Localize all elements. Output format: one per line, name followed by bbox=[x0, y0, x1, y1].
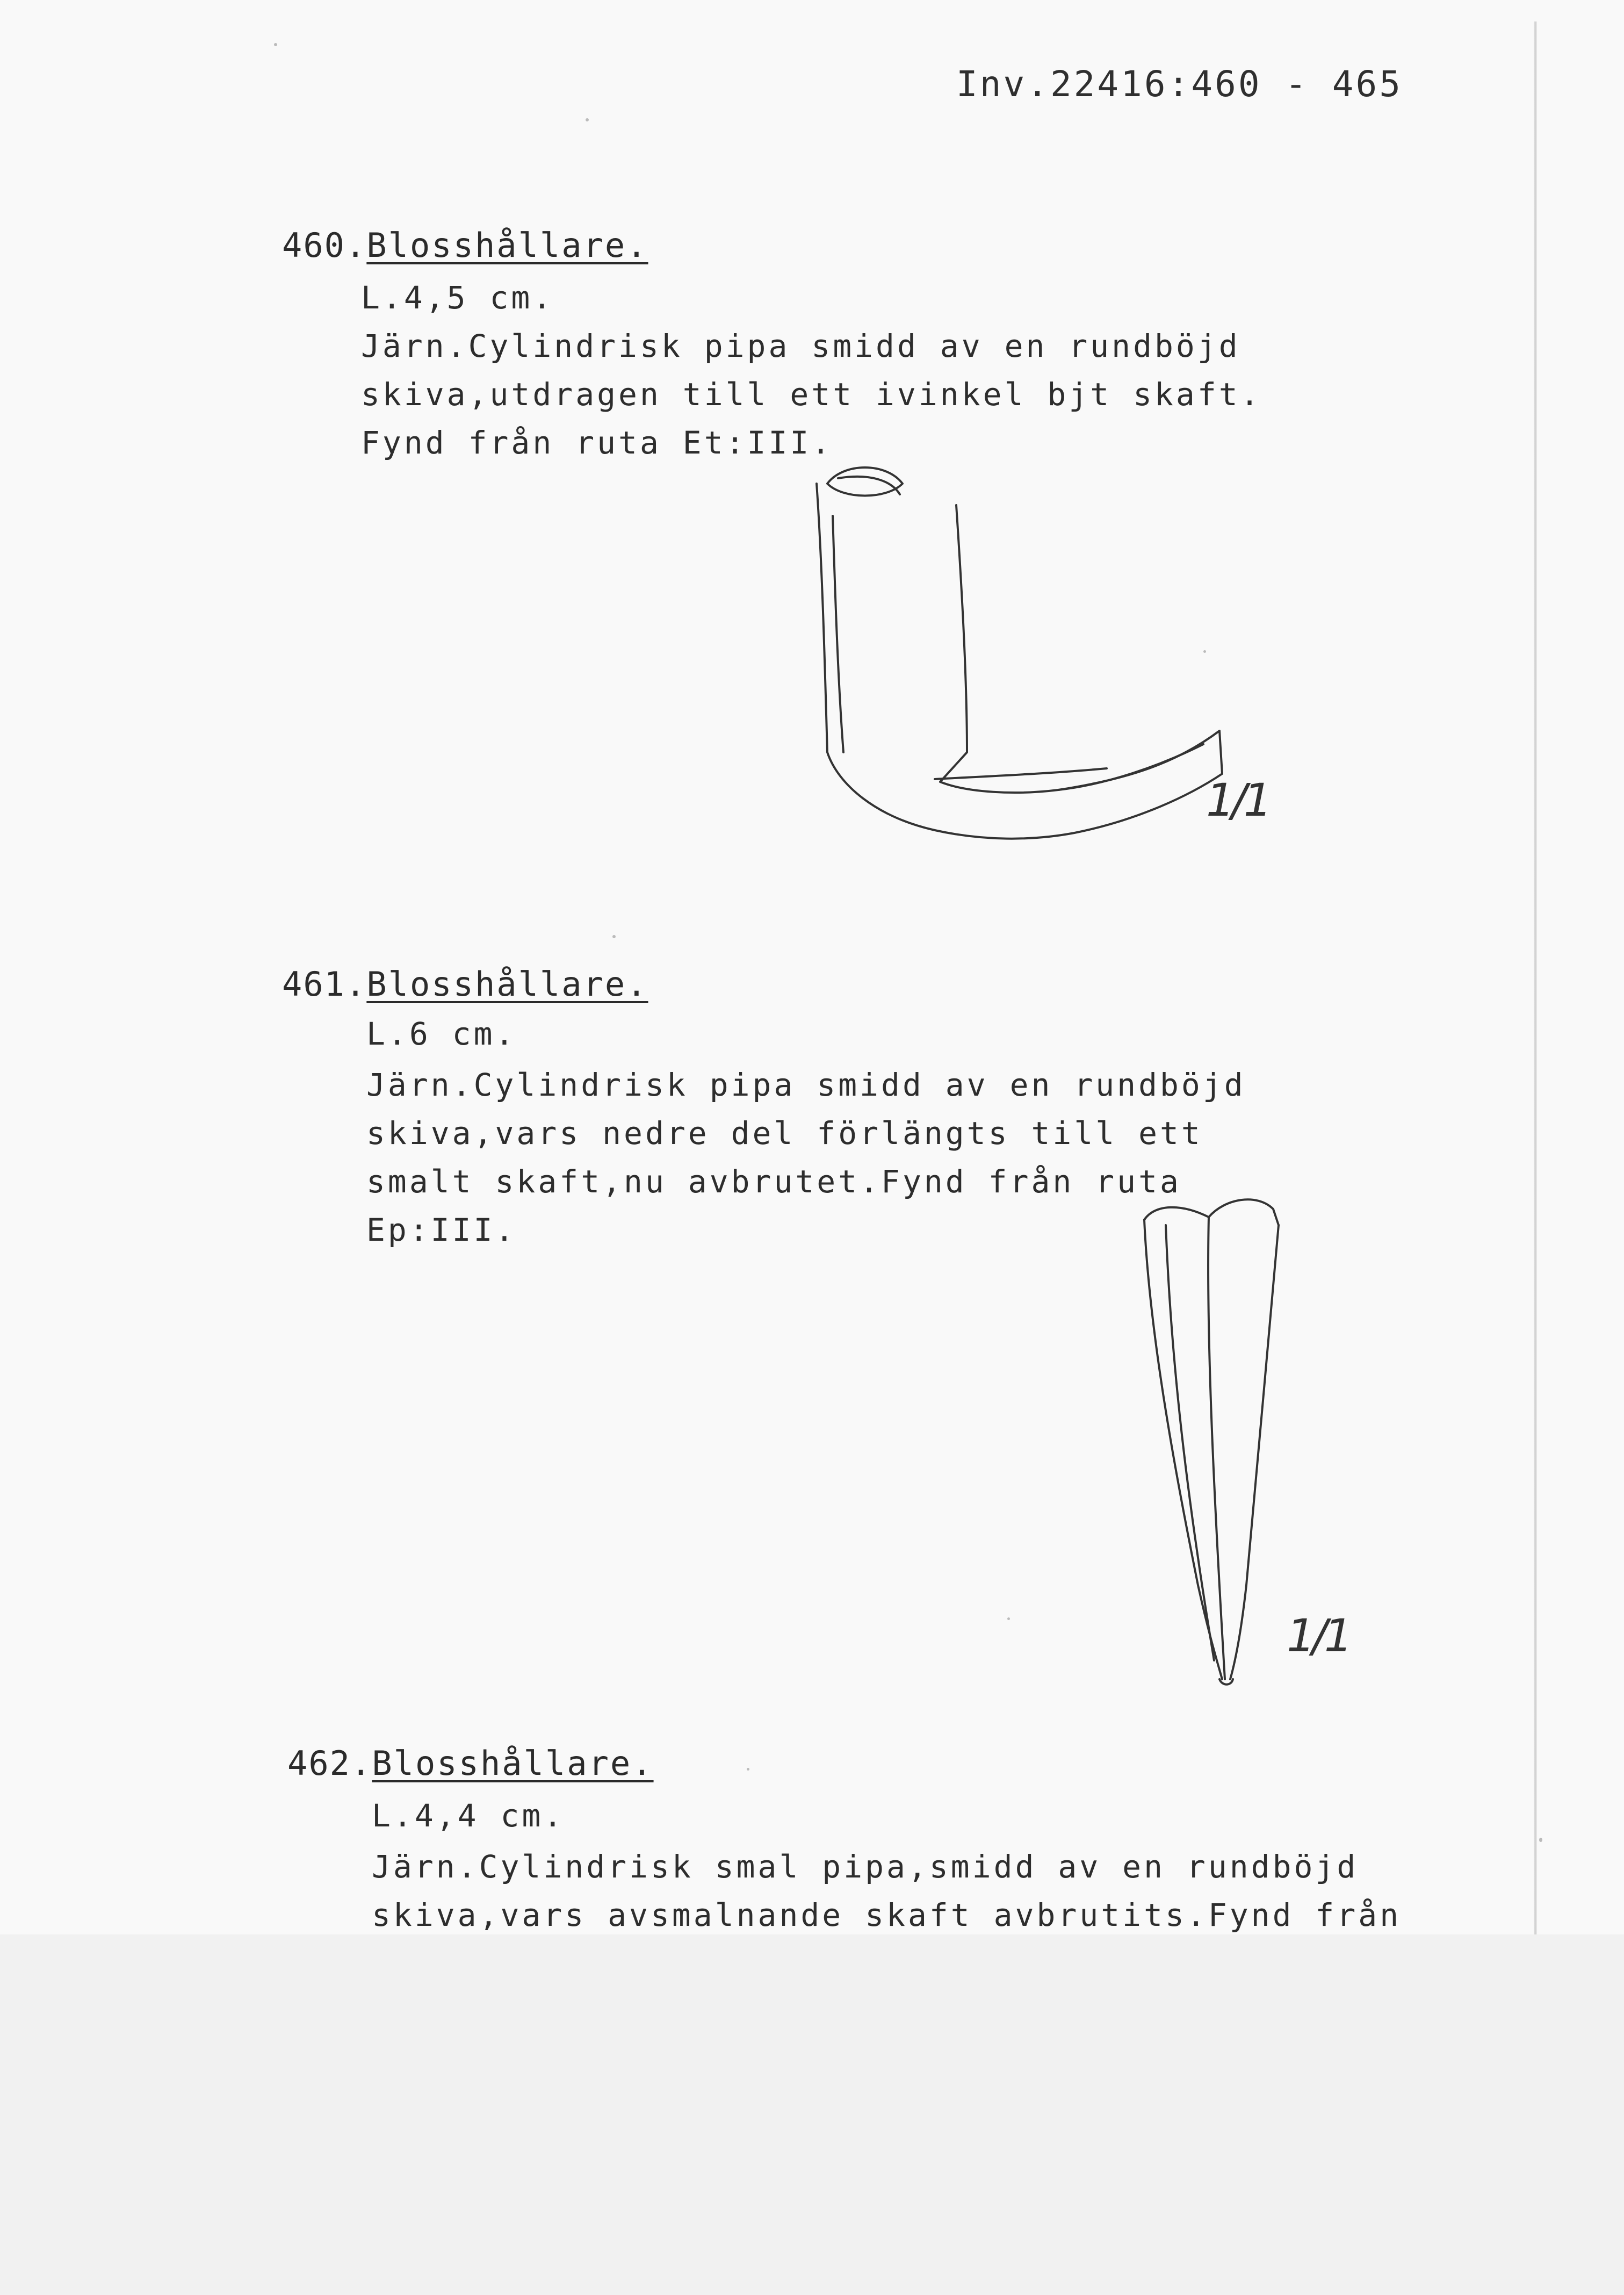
entry-line: skiva,vars nedre del förlängts till ett bbox=[366, 1115, 1203, 1152]
entry-number: 460. bbox=[282, 226, 367, 265]
entry-line: Fynd från ruta Et:III. bbox=[361, 425, 833, 461]
entry-line: L.4,5 cm. bbox=[361, 279, 554, 316]
entry-number: 461. bbox=[282, 965, 367, 1004]
entry-461 bbox=[282, 965, 648, 1004]
scan-margin bbox=[0, 1934, 1624, 2295]
entry-line: L.4,4 cm. bbox=[372, 1797, 565, 1834]
entry-number: 462. bbox=[287, 1744, 372, 1783]
entry-line: Ep:III. bbox=[366, 1212, 517, 1248]
entry-line: smalt skaft,nu avbrutet.Fynd från ruta bbox=[366, 1163, 1181, 1200]
scale-label: 1/1 bbox=[1287, 1609, 1350, 1662]
entry-name: Blosshållare. bbox=[366, 226, 648, 265]
page-edge bbox=[1534, 21, 1537, 1934]
entry-title bbox=[287, 1744, 654, 1783]
entry-name: Blosshållare. bbox=[372, 1744, 654, 1783]
entry-title bbox=[282, 965, 648, 1004]
scan-speck bbox=[1203, 650, 1206, 653]
entry-462 bbox=[287, 1744, 654, 1783]
bent-pipe-torch-holder-sketch-icon bbox=[806, 451, 1246, 860]
entry-title bbox=[282, 226, 648, 265]
entry-line: skiva,utdragen till ett ivinkel bjt skaft. bbox=[361, 376, 1262, 413]
scale-label: 1/1 bbox=[1206, 774, 1269, 826]
scan-speck bbox=[747, 1768, 749, 1771]
inventory-header: Inv.22416:460 - 465 bbox=[956, 63, 1403, 105]
entry-line: skiva,vars avsmalnande skaft avbrutits.Fynd från bbox=[372, 1897, 1402, 1933]
scan-speck bbox=[586, 118, 589, 121]
entry-line: Järn.Cylindrisk pipa smidd av en rundböjd bbox=[361, 328, 1240, 364]
scan-speck bbox=[612, 935, 616, 938]
scan-speck bbox=[274, 43, 277, 46]
scan-speck bbox=[1007, 1617, 1010, 1620]
scan-speck bbox=[1539, 1838, 1542, 1842]
entry-line: L.6 cm. bbox=[366, 1016, 517, 1052]
entry-name: Blosshållare. bbox=[366, 965, 648, 1004]
entry-line: Järn.Cylindrisk pipa smidd av en rundböjd bbox=[366, 1067, 1246, 1103]
entry-460 bbox=[282, 226, 648, 265]
entry-line: Järn.Cylindrisk smal pipa,smidd av en rundböjd bbox=[372, 1848, 1359, 1885]
